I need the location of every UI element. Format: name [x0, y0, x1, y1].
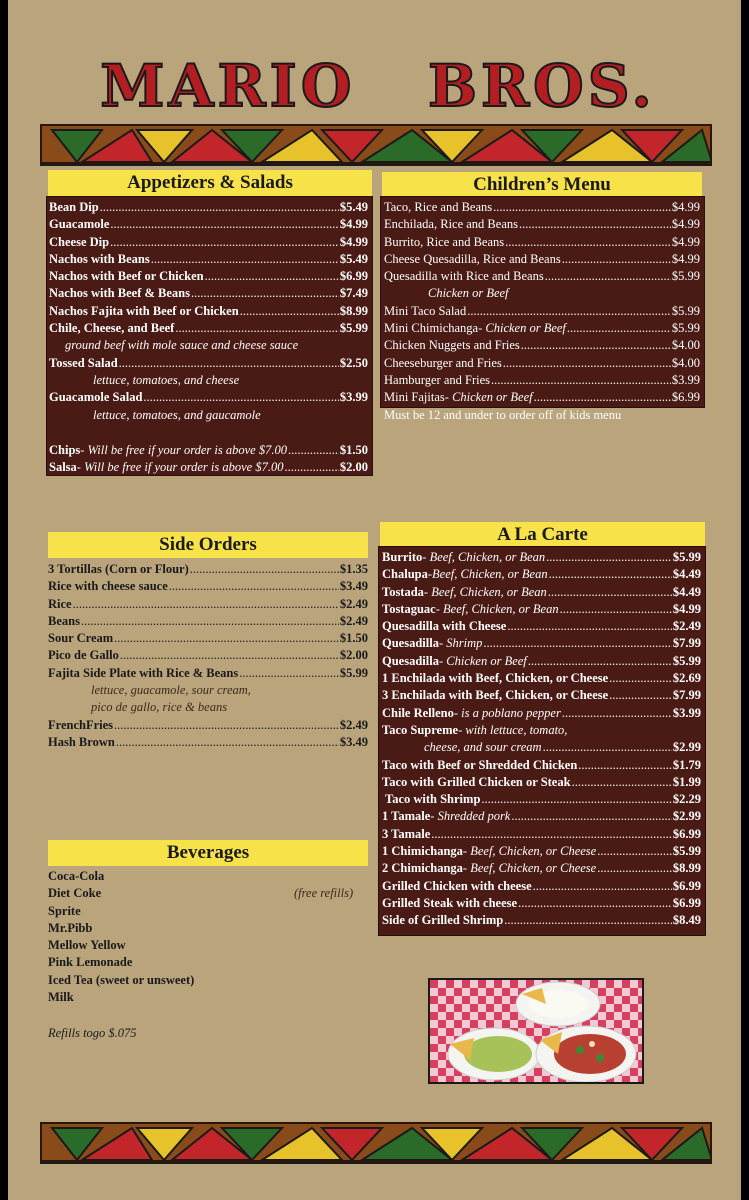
menu-item: Sour Cream ..... $1.50 [48, 630, 368, 647]
menu-item: Cheese Dip ..... $4.99 [49, 234, 368, 251]
item-description: lettuce, tomatoes, and gaucamole [93, 407, 261, 422]
menu-item-continued: cheese, and sour cream ..... $2.99 [382, 739, 701, 756]
spacer [49, 424, 368, 442]
menu-item: Quesadilla with Rice and Beans ..... $5.99 [384, 268, 700, 285]
menu-item: Taco with Shrimp ..... $2.29 [382, 791, 701, 808]
kids-menu-footnote: Must be 12 and under to order off of kids menu [384, 407, 622, 422]
childrens-menu-panel [380, 196, 705, 422]
menu-item: 1 Chimichanga - Beef, Chicken, or Cheese ..... $5.99 [382, 843, 701, 860]
menu-item: Nachos with Beef or Chicken ..... $6.99 [49, 268, 368, 285]
menu-item: Chalupa -Beef, Chicken, or Bean ..... $4.49 [382, 566, 701, 583]
menu-item: Taco Supreme - with lettuce, tomato, [382, 722, 568, 737]
menu-item: Taco, Rice and Beans ..... $4.99 [384, 199, 700, 216]
side-orders-list [48, 561, 368, 751]
menu-item: Burrito, Rice and Beans ..... $4.99 [384, 234, 700, 251]
top-decorative-band [40, 124, 712, 164]
menu-item: Salsa - Will be free if your order is above $7.00 ..... $2.00 [49, 459, 368, 476]
beverage-item: Mr.Pibb [48, 920, 93, 935]
food-photo [428, 978, 644, 1084]
menu-item: Grilled Chicken with cheese ..... $6.99 [382, 878, 701, 895]
side-orders-heading: Side Orders [48, 532, 368, 558]
beverage-item: Coca-Cola [48, 869, 105, 883]
item-description: pico de gallo, rice & beans [91, 700, 228, 715]
menu-item: Hamburger and Fries ..... $3.99 [384, 372, 700, 389]
menu-item: Beans ..... $2.49 [48, 613, 368, 630]
menu-item: Cheeseburger and Fries ..... $4.00 [384, 355, 700, 372]
menu-item: Chicken Nuggets and Fries ..... $4.00 [384, 337, 700, 354]
menu-item: Nachos with Beans ..... $5.49 [49, 251, 368, 268]
beverage-item: Mellow Yellow [48, 938, 126, 953]
menu-item: Quesadilla - Shrimp ..... $7.99 [382, 635, 701, 652]
menu-item: Mini Taco Salad ..... $5.99 [384, 303, 700, 320]
menu-item: Mini Chimichanga - Chicken or Beef ..... $5.99 [384, 320, 700, 337]
menu-item: Fajita Side Plate with Rice & Beans ..... $5.99 [48, 665, 368, 682]
menu-item: Taco with Grilled Chicken or Steak ..... $1.99 [382, 774, 701, 791]
menu-item: Side of Grilled Shrimp ..... $8.49 [382, 912, 701, 929]
a-la-carte-panel [378, 546, 706, 936]
tribal-pattern-icon [42, 1124, 712, 1162]
menu-item: Quesadilla with Cheese ..... $2.49 [382, 618, 701, 635]
beverages-heading: Beverages [48, 840, 368, 866]
title-word-mario: MARIO [100, 52, 356, 120]
item-description: lettuce, tomatoes, and cheese [93, 372, 240, 387]
menu-item: Mini Fajitas - Chicken or Beef ..... $6.99 [384, 389, 700, 406]
menu-item: Bean Dip ..... $5.49 [49, 199, 368, 216]
beverage-item: Milk [48, 990, 74, 1005]
refills-togo-note: Refills togo $.075 [48, 1026, 137, 1040]
menu-item: Tostaguac - Beef, Chicken, or Bean ..... $4.99 [382, 601, 701, 618]
item-description: lettuce, guacamole, sour cream, [91, 683, 251, 698]
menu-item: Quesadilla - Chicken or Beef ..... $5.99 [382, 653, 701, 670]
menu-item: 3 Tamale ..... $6.99 [382, 826, 701, 843]
menu-item: Cheese Quesadilla, Rice and Beans ..... $4.99 [384, 251, 700, 268]
title-word-bros: BROS. [427, 52, 656, 120]
childrens-menu-heading: Children’s Menu [382, 172, 702, 198]
menu-page [8, 0, 741, 1200]
bottom-band-rule [40, 1162, 712, 1164]
beverage-item: Diet Coke [48, 886, 102, 901]
menu-item: 2 Chimichanga - Beef, Chicken, or Cheese ..... $8.99 [382, 860, 701, 877]
menu-item: Taco with Beef or Shredded Chicken ..... $1.79 [382, 757, 701, 774]
menu-item: Burrito - Beef, Chicken, or Bean ..... $5.99 [382, 549, 701, 566]
menu-item: Chile Relleno - is a poblano pepper ..... $3.99 [382, 705, 701, 722]
restaurant-title [88, 52, 668, 124]
beverage-item: Pink Lemonade [48, 955, 133, 970]
menu-item: 3 Enchilada with Beef, Chicken, or Cheese ..... $7.99 [382, 687, 701, 704]
item-description: ground beef with mole sauce and cheese sauce [65, 338, 299, 353]
beverage-item: Sprite [48, 903, 81, 918]
beverage-item: Iced Tea (sweet or unsweet) [48, 972, 195, 987]
tribal-pattern-icon [42, 126, 712, 164]
menu-item: Tossed Salad ..... $2.50 [49, 355, 368, 372]
menu-item: Pico de Gallo ..... $2.00 [48, 647, 368, 664]
menu-item: Tostada - Beef, Chicken, or Bean ..... $4.49 [382, 584, 701, 601]
chips-salsa-guacamole-image [430, 980, 642, 1082]
menu-item: Rice with cheese sauce ..... $3.49 [48, 578, 368, 595]
menu-item: Nachos with Beef & Beans ..... $7.49 [49, 285, 368, 302]
appetizers-heading: Appetizers & Salads [48, 170, 372, 196]
menu-item: Guacamole ..... $4.99 [49, 216, 368, 233]
appetizers-panel [46, 196, 373, 476]
item-description: Chicken or Beef [428, 286, 509, 301]
a-la-carte-heading: A La Carte [380, 522, 705, 548]
menu-item: Rice ..... $2.49 [48, 596, 368, 613]
menu-item: Enchilada, Rice and Beans ..... $4.99 [384, 216, 700, 233]
menu-item: Chips - Will be free if your order is above $7.00 ..... $1.50 [49, 442, 368, 459]
bottom-decorative-band [40, 1122, 712, 1162]
sun-icon [380, 52, 404, 120]
menu-item: 3 Tortillas (Corn or Flour) ..... $1.35 [48, 561, 368, 578]
menu-item: 1 Enchilada with Beef, Chicken, or Cheese ..... $2.69 [382, 670, 701, 687]
menu-item: 1 Tamale - Shredded pork ..... $2.99 [382, 808, 701, 825]
free-refills-note: (free refills) [294, 886, 354, 900]
menu-item: FrenchFries ..... $2.49 [48, 717, 368, 734]
menu-item: Hash Brown ..... $3.49 [48, 734, 368, 751]
menu-item: Chile, Cheese, and Beef ..... $5.99 [49, 320, 368, 337]
top-band-rule [40, 164, 712, 166]
menu-item: Nachos Fajita with Beef or Chicken ..... $8.99 [49, 303, 368, 320]
menu-item: Guacamole Salad ..... $3.99 [49, 389, 368, 406]
menu-item: Grilled Steak with cheese ..... $6.99 [382, 895, 701, 912]
